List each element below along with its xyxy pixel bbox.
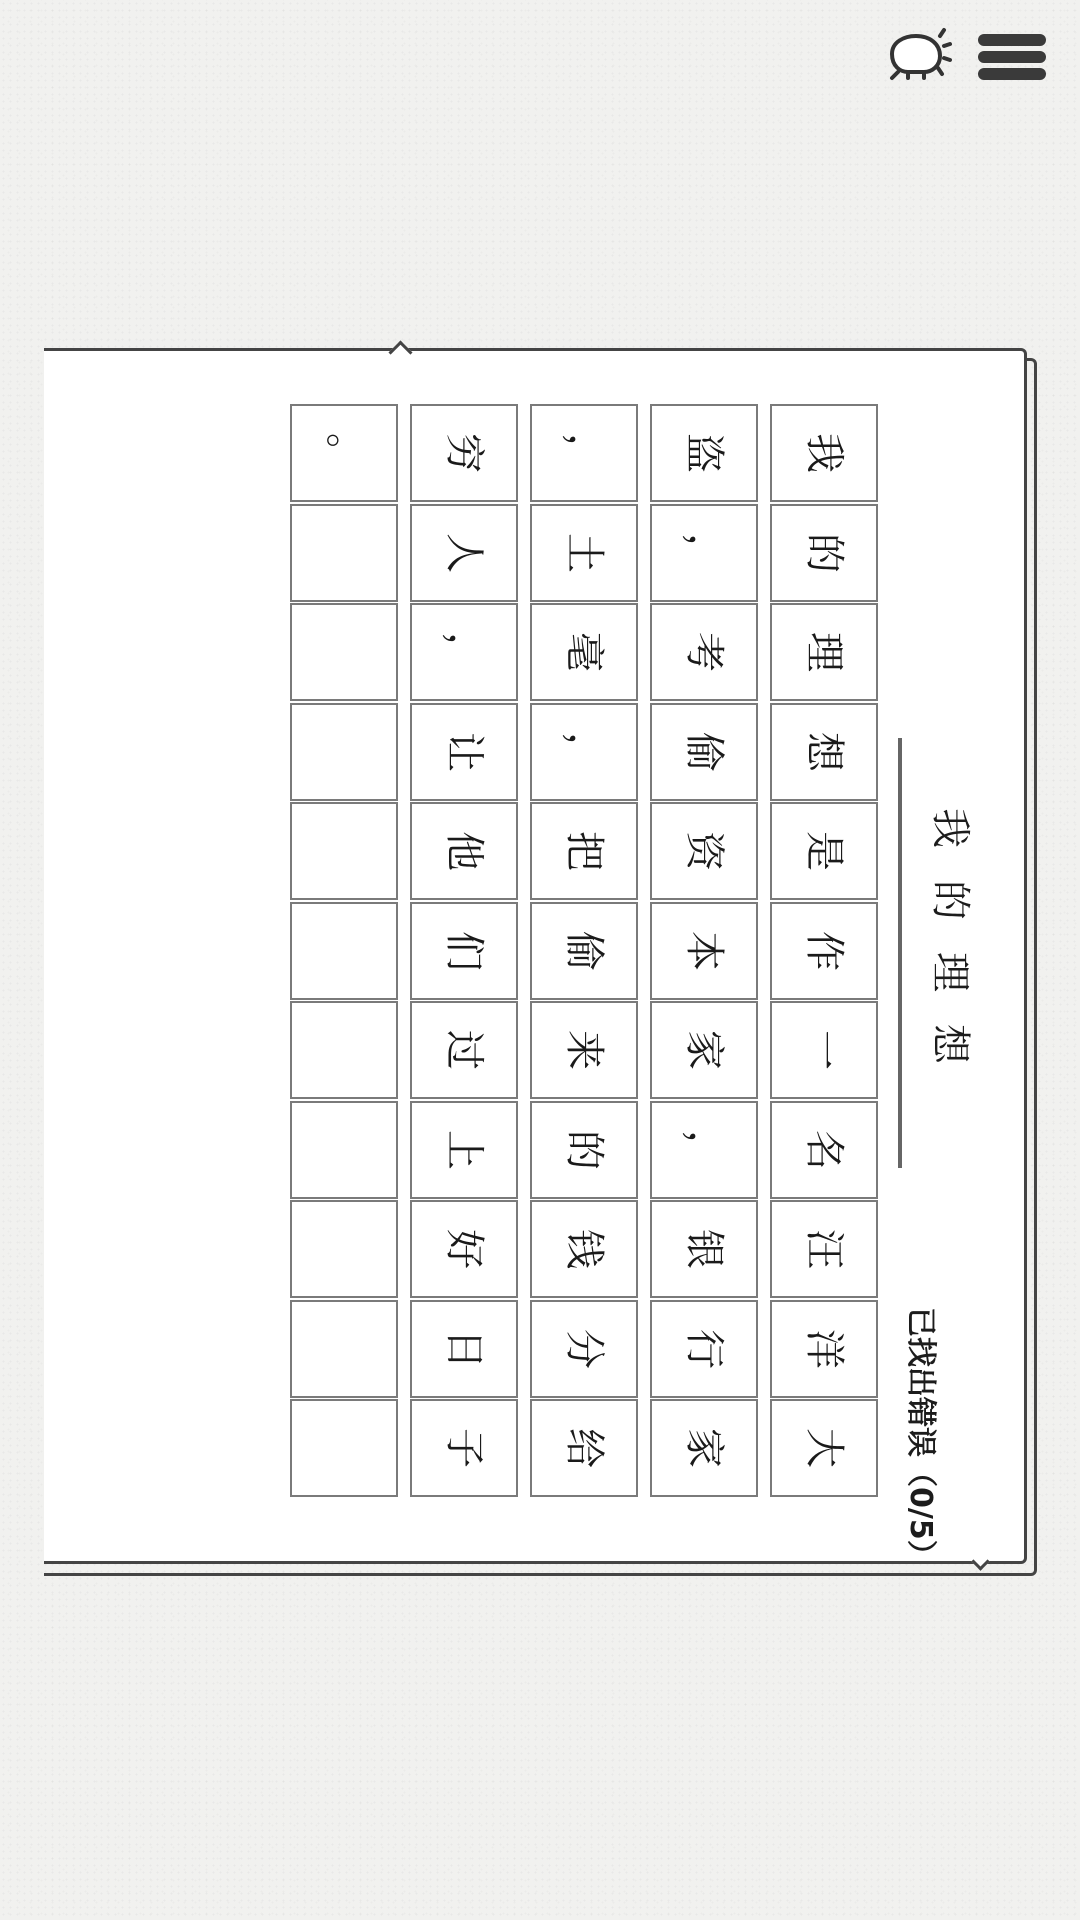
grid-cell[interactable]: [290, 1001, 398, 1099]
grid-cell[interactable]: [410, 1200, 518, 1298]
grid-cell[interactable]: [650, 1101, 758, 1199]
cell-character: ，: [561, 732, 607, 772]
cell-character: 来: [561, 1030, 607, 1070]
essay-title: 我的理想: [927, 808, 973, 1096]
cell-character: [297, 998, 391, 1102]
grid-column: [650, 404, 760, 1502]
grid-cell[interactable]: [410, 902, 518, 1000]
cell-character: 人: [441, 533, 487, 573]
grid-cell[interactable]: [290, 404, 398, 502]
grid-cell[interactable]: [290, 603, 398, 701]
cell-character: 子: [441, 1428, 487, 1468]
grid-cell[interactable]: [410, 1101, 518, 1199]
grid-cell[interactable]: [650, 703, 758, 801]
grid-cell[interactable]: [650, 603, 758, 701]
grid-cell[interactable]: [770, 802, 878, 900]
grid-cell[interactable]: [650, 1399, 758, 1497]
grid-column: [770, 404, 880, 1502]
cell-character: ，: [441, 632, 487, 672]
menu-icon: [978, 51, 1046, 63]
cell-character: [297, 1396, 391, 1500]
cell-character: ，: [681, 533, 727, 573]
cell-character: ，: [681, 1130, 727, 1170]
grid-cell[interactable]: [770, 504, 878, 602]
grid-column: [530, 404, 640, 1502]
grid-cell[interactable]: [530, 802, 638, 900]
grid-cell[interactable]: [530, 902, 638, 1000]
cell-character: 家: [681, 1428, 727, 1468]
cell-character: [297, 899, 391, 1003]
grid-cell[interactable]: [290, 703, 398, 801]
cell-character: 本: [681, 931, 727, 971]
grid-cell[interactable]: [530, 1101, 638, 1199]
cell-character: [297, 1098, 391, 1202]
grid-cell[interactable]: [410, 603, 518, 701]
cell-character: 作: [801, 931, 847, 971]
grid-cell[interactable]: [770, 404, 878, 502]
grid-cell[interactable]: [410, 1399, 518, 1497]
cell-character: 是: [801, 831, 847, 871]
grid-cell[interactable]: [530, 504, 638, 602]
grid-cell[interactable]: [530, 1001, 638, 1099]
cell-character: [297, 501, 391, 605]
menu-button[interactable]: [978, 34, 1048, 80]
cell-character: 银: [681, 1229, 727, 1269]
cell-character: 们: [441, 931, 487, 971]
cell-character: [297, 1197, 391, 1301]
grid-cell[interactable]: [530, 603, 638, 701]
grid-cell[interactable]: [530, 703, 638, 801]
grid-cell[interactable]: [770, 703, 878, 801]
menu-icon: [978, 34, 1046, 46]
character-grid: [282, 404, 880, 1502]
menu-icon: [978, 68, 1046, 80]
cell-character: 我: [801, 433, 847, 473]
cell-character: 偷: [681, 732, 727, 772]
lightbulb-icon: [884, 24, 960, 88]
cell-character: [297, 700, 391, 804]
cell-character: 名: [801, 1130, 847, 1170]
grid-cell[interactable]: [530, 1200, 638, 1298]
cell-character: 行: [681, 1329, 727, 1369]
grid-cell[interactable]: [290, 1101, 398, 1199]
hint-button[interactable]: [884, 24, 960, 88]
cell-character: 把: [561, 831, 607, 871]
cell-character: 。: [321, 433, 367, 473]
title-rule: [898, 738, 902, 1168]
cell-character: 一: [801, 1030, 847, 1070]
cell-character: [297, 1297, 391, 1401]
grid-cell[interactable]: [770, 1200, 878, 1298]
grid-cell[interactable]: [410, 1300, 518, 1398]
cell-character: 毫: [561, 632, 607, 672]
grid-cell[interactable]: [290, 1300, 398, 1398]
cell-character: 给: [561, 1428, 607, 1468]
grid-cell[interactable]: [290, 1200, 398, 1298]
grid-cell[interactable]: [650, 404, 758, 502]
cell-character: 考: [681, 632, 727, 672]
grid-cell[interactable]: [770, 1001, 878, 1099]
cell-character: 偷: [561, 931, 607, 971]
cell-character: 过: [441, 1030, 487, 1070]
cell-character: 分: [561, 1329, 607, 1369]
cell-character: ，: [561, 433, 607, 473]
cell-character: 资: [681, 831, 727, 871]
cell-character: 好: [441, 1229, 487, 1269]
cell-character: 的: [561, 1130, 607, 1170]
cell-character: 想: [801, 732, 847, 772]
grid-column: [290, 404, 400, 1502]
grid-cell[interactable]: [410, 703, 518, 801]
grid-cell[interactable]: [290, 802, 398, 900]
cell-character: [297, 799, 391, 903]
grid-cell[interactable]: [650, 1001, 758, 1099]
grid-cell[interactable]: [650, 1300, 758, 1398]
grid-cell[interactable]: [530, 1399, 638, 1497]
grid-cell[interactable]: [410, 1001, 518, 1099]
cell-character: 大: [801, 1428, 847, 1468]
error-progress: 已找出错误（0/5）: [903, 1307, 938, 1570]
cell-character: 家: [681, 1030, 727, 1070]
grid-cell[interactable]: [770, 603, 878, 701]
grid-cell[interactable]: [530, 1300, 638, 1398]
grid-cell[interactable]: [290, 504, 398, 602]
cell-character: 穷: [441, 433, 487, 473]
paper-fold: [388, 340, 412, 364]
cell-character: 盗: [681, 433, 727, 473]
grid-cell[interactable]: [290, 1399, 398, 1497]
grid-cell[interactable]: [650, 1200, 758, 1298]
grid-cell[interactable]: [530, 404, 638, 502]
grid-cell[interactable]: [770, 1300, 878, 1398]
grid-cell[interactable]: [410, 504, 518, 602]
grid-cell[interactable]: [770, 902, 878, 1000]
cell-character: 上: [441, 1130, 487, 1170]
grid-cell[interactable]: [410, 802, 518, 900]
grid-column: [410, 404, 520, 1502]
grid-cell[interactable]: [650, 802, 758, 900]
grid-cell[interactable]: [650, 902, 758, 1000]
cell-character: 洋: [801, 1329, 847, 1369]
cell-character: 他: [441, 831, 487, 871]
grid-cell[interactable]: [410, 404, 518, 502]
cell-character: 让: [441, 732, 487, 772]
cell-character: [297, 600, 391, 704]
cell-character: 理: [801, 632, 847, 672]
cell-character: 土: [561, 533, 607, 573]
cell-character: 日: [441, 1329, 487, 1369]
grid-cell[interactable]: [770, 1101, 878, 1199]
cell-character: 的: [801, 533, 847, 573]
cell-character: 汪: [801, 1229, 847, 1269]
cell-character: 钱: [561, 1229, 607, 1269]
grid-cell[interactable]: [650, 504, 758, 602]
grid-cell[interactable]: [770, 1399, 878, 1497]
grid-cell[interactable]: [290, 902, 398, 1000]
